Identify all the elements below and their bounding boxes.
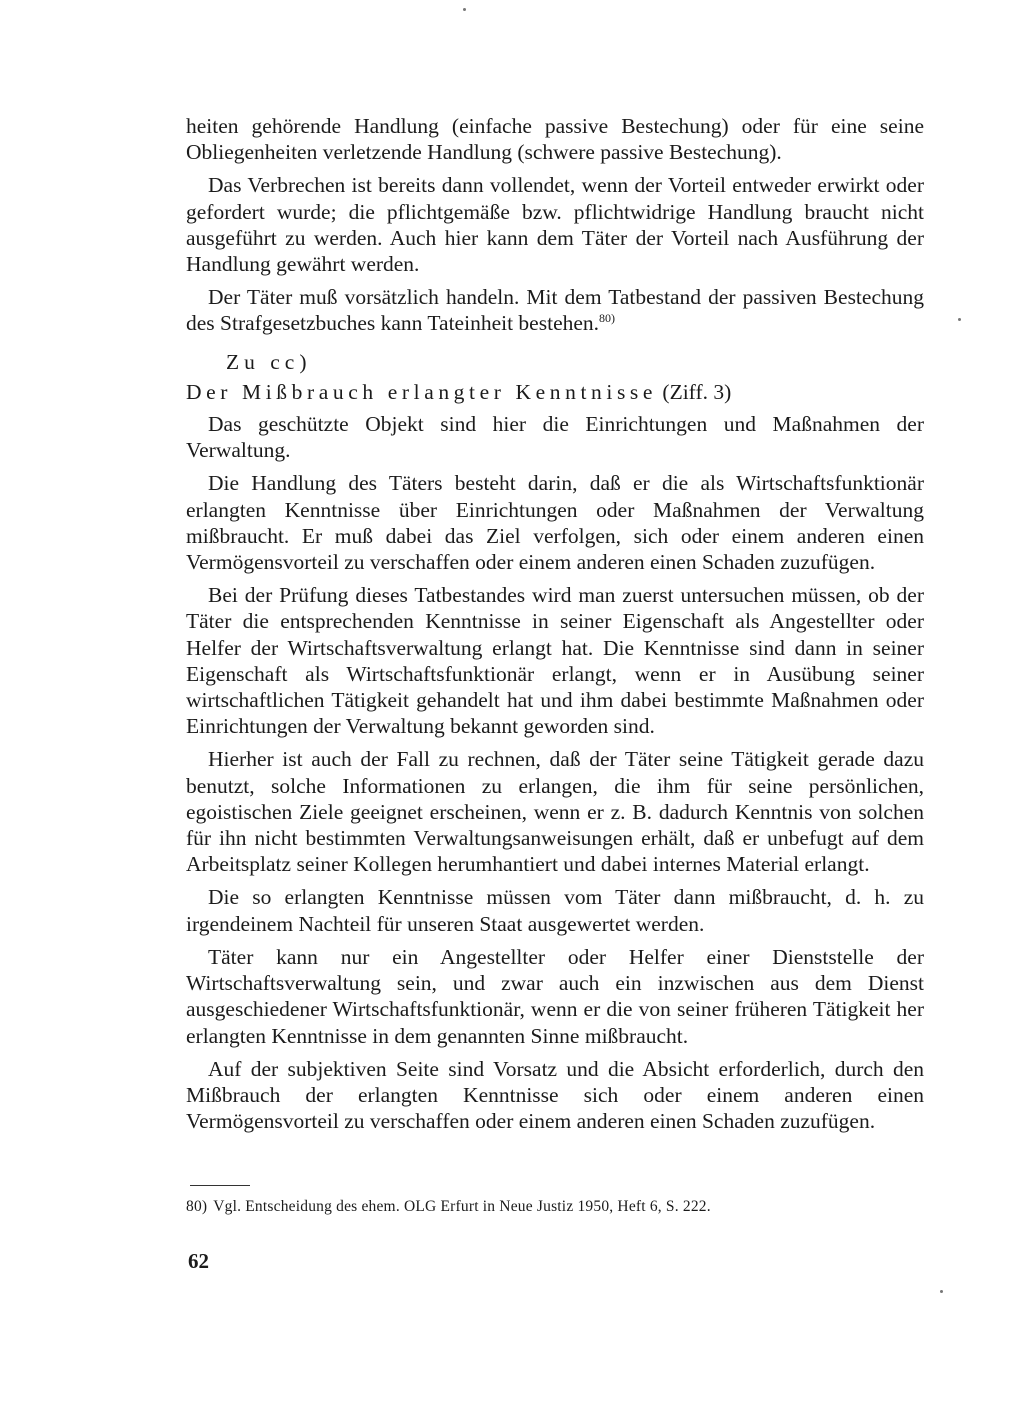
footnote-text: Vgl. Entscheidung des ehem. OLG Erfurt in Neue Justiz 1950, Heft 6, S. 222. (213, 1198, 711, 1215)
subheading-title-text: Der Mißbrauch erlangter Kenntnisse (186, 379, 658, 404)
paragraph: Die so erlangten Kenntnisse müssen vom Täter dann mißbraucht, d. h. zu irgendeinem Nachteil für unseren Staat ausgewertet werden. (186, 885, 924, 936)
paragraph: Auf der subjektiven Seite sind Vorsatz und die Absicht erforderlich, durch den Mißbrauch der erlangten Kenntnisse sich oder einem anderen einen Vermögensvorteil zu verschaffen oder einem anderen einen Schaden zuzufügen. (186, 1056, 924, 1134)
subheading-title (186, 379, 924, 405)
subheading-title-suffix: (Ziff. 3) (662, 379, 732, 404)
paragraph: Die Handlung des Täters besteht darin, daß er die als Wirtschaftsfunktionär erlangten Kenntnisse über Einrichtungen oder Maßnahmen der Verwaltung mißbraucht. Er muß dabei das Ziel verfolgen, sich oder einem anderen einen Vermögensvorteil zu verschaffen oder einem anderen einen Schaden zuzufügen. (186, 471, 924, 575)
page-number: 62 (188, 1249, 209, 1273)
scan-speck (940, 1290, 943, 1293)
footnote-divider (190, 1185, 250, 1186)
paragraph-with-footnote (186, 284, 924, 336)
body-text (186, 113, 924, 1141)
paragraph: Täter kann nur ein Angestellter oder Helfer einer Dienststelle der Wirtschaftsverwaltung sein, und zwar auch ein inzwischen aus dem Dienst ausgeschiedener Wirtschaftsfunktionär, wenn er die von seiner früheren Tätigkeit her erlangten Kenntnisse in dem genannten Sinne mißbraucht. (186, 944, 924, 1048)
paragraph-continued: heiten gehörende Handlung (einfache passive Bestechung) oder für eine seine Obliegenheiten verletzende Handlung (schwere passive Bestechung). (186, 114, 924, 165)
subheading-label: Zu cc) (226, 349, 312, 374)
footnote-number: 80) (186, 1198, 208, 1215)
paragraph: Hierher ist auch der Fall zu rechnen, daß der Täter seine Tätigkeit gerade dazu benutzt, solche Informationen zu erlangen, die ihm für seine persönlichen, egoistischen Ziele geeignet erscheinen, wenn er z. B. dadurch Kenntnis von solchen für ihn nicht bestimmten Verwaltungsanweisungen erhält, daß er unbefugt auf dem Arbeitsplatz seiner Kollegen herumhantiert und dabei internes Material erlangt. (186, 747, 924, 877)
scan-speck (958, 318, 961, 321)
paragraph: Das geschützte Objekt sind hier die Einrichtungen und Maßnahmen der Verwaltung. (186, 412, 924, 463)
paragraph: Bei der Prüfung dieses Tatbestandes wird man zuerst untersuchen müssen, ob der Täter die entsprechenden Kenntnisse in seiner Eigenschaft als Angestellter oder Helfer der Wirtschaftsverwaltung erlangt hat. Die Kenntnisse sind dann in seiner Eigenschaft als Wirtschaftsfunktionär erlangt, wenn er in Ausübung seiner wirtschaftlichen Tätigkeit gehandelt hat und ihm dabei bestimmte Maßnahmen oder Einrichtungen der Verwaltung bekannt geworden sind. (186, 583, 924, 739)
footnote-reference: 80) (599, 311, 616, 326)
paragraph: Das Verbrechen ist bereits dann vollendet, wenn der Vorteil entweder erwirkt oder gefordert wurde; die pflichtgemäße bzw. pflichtwidrige Handlung braucht nicht ausgeführt zu werden. Auch hier kann dem Täter der Vorteil nach Ausführung der Handlung gewährt werden. (186, 173, 924, 277)
footnote (186, 1197, 926, 1217)
paragraph-text: Der Täter muß vorsätzlich handeln. Mit dem Tatbestand der passiven Bestechung des Strafgesetzbuches kann Tateinheit bestehen. (186, 285, 924, 336)
scan-speck (463, 8, 466, 11)
